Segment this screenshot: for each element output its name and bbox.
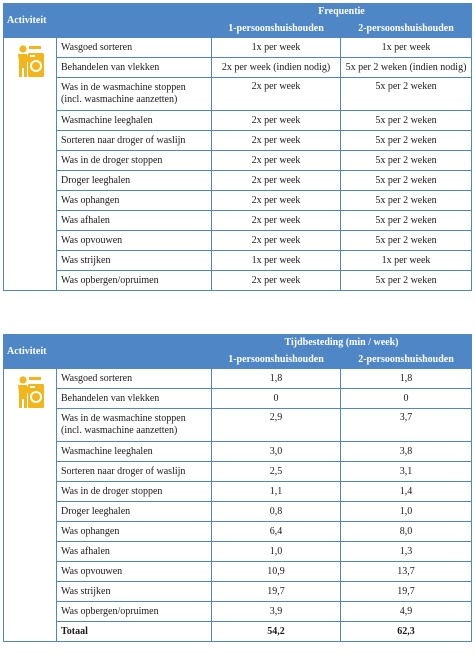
value-2-person: 1x per week — [341, 38, 472, 58]
activity-label: Wasmachine leeghalen — [57, 111, 212, 131]
activity-label: Was in de wasmachine stoppen (incl. wasmachine aanzetten) — [57, 409, 212, 442]
value-2-person: 5x per 2 weken — [341, 191, 472, 211]
activity-label: Was afhalen — [57, 211, 212, 231]
value-1-person: 2x per week — [212, 111, 341, 131]
activity-label: Wasgoed sorteren — [57, 369, 212, 389]
value-1-person: 2x per week (indien nodig) — [212, 58, 341, 78]
value-1-person: 6,4 — [212, 522, 341, 542]
table-row — [4, 171, 472, 191]
table-row — [4, 251, 472, 271]
activity-label: Was strijken — [57, 582, 212, 602]
value-1-person: 3,9 — [212, 602, 341, 622]
activity-label: Was opvouwen — [57, 562, 212, 582]
col2-header: 2-persoonshuishouden — [341, 20, 472, 38]
table-row — [4, 482, 472, 502]
activity-label: Behandelen van vlekken — [57, 58, 212, 78]
table-row — [4, 271, 472, 291]
activity-header: Activiteit — [4, 4, 57, 38]
table-row — [4, 131, 472, 151]
activity-label: Behandelen van vlekken — [57, 389, 212, 409]
group-header: Tijdbesteding (min / week) — [212, 335, 472, 351]
table-row — [4, 502, 472, 522]
activity-label: Was opbergen/opruimen — [57, 602, 212, 622]
value-2-person: 1,3 — [341, 542, 472, 562]
table-row — [4, 151, 472, 171]
value-2-person: 13,7 — [341, 562, 472, 582]
value-2-person: 5x per 2 weken — [341, 231, 472, 251]
activity-label: Was in de droger stoppen — [57, 151, 212, 171]
value-2-person: 4,9 — [341, 602, 472, 622]
activity-label: Droger leeghalen — [57, 171, 212, 191]
col1-header: 1-persoonshuishouden — [212, 20, 341, 38]
time-spent-table — [3, 334, 472, 642]
value-1-person: 2,5 — [212, 462, 341, 482]
col1-header: 1-persoonshuishouden — [212, 351, 341, 369]
activity-label: Totaal — [57, 622, 212, 642]
table-row — [4, 231, 472, 251]
activity-label: Sorteren naar droger of waslijn — [57, 131, 212, 151]
total-row — [4, 622, 472, 642]
value-1-person: 1x per week — [212, 38, 341, 58]
blank-header — [57, 4, 212, 20]
table-row — [4, 211, 472, 231]
blank-header — [57, 351, 212, 369]
value-1-person: 2,9 — [212, 409, 341, 442]
table-row — [4, 191, 472, 211]
value-2-person: 1,4 — [341, 482, 472, 502]
activity-label: Was ophangen — [57, 522, 212, 542]
table-row — [4, 522, 472, 542]
frequency-table — [3, 3, 472, 291]
value-1-person: 54,2 — [212, 622, 341, 642]
table-row — [4, 369, 472, 389]
laundry-person-icon — [14, 375, 46, 409]
value-1-person: 19,7 — [212, 582, 341, 602]
icon-cell — [4, 369, 57, 642]
activity-label: Wasmachine leeghalen — [57, 442, 212, 462]
value-1-person: 1,0 — [212, 542, 341, 562]
table-row — [4, 542, 472, 562]
value-2-person: 62,3 — [341, 622, 472, 642]
value-2-person: 3,8 — [341, 442, 472, 462]
value-1-person: 2x per week — [212, 131, 341, 151]
activity-label: Was in de droger stoppen — [57, 482, 212, 502]
value-2-person: 5x per 2 weken — [341, 271, 472, 291]
value-2-person: 8,0 — [341, 522, 472, 542]
table-row — [4, 442, 472, 462]
value-2-person: 5x per 2 weken — [341, 171, 472, 191]
table-row — [4, 389, 472, 409]
table-row — [4, 111, 472, 131]
activity-label: Droger leeghalen — [57, 502, 212, 522]
table-body — [4, 38, 472, 291]
value-1-person: 0,8 — [212, 502, 341, 522]
value-2-person: 1,0 — [341, 502, 472, 522]
value-1-person: 2x per week — [212, 191, 341, 211]
activity-label: Sorteren naar droger of waslijn — [57, 462, 212, 482]
activity-header: Activiteit — [4, 335, 57, 369]
table-row — [4, 38, 472, 58]
value-1-person: 1,8 — [212, 369, 341, 389]
value-1-person: 2x per week — [212, 271, 341, 291]
value-2-person: 3,1 — [341, 462, 472, 482]
table-row — [4, 562, 472, 582]
icon-cell — [4, 38, 57, 291]
activity-label: Was afhalen — [57, 542, 212, 562]
value-1-person: 2x per week — [212, 151, 341, 171]
table-row — [4, 409, 472, 442]
blank-header — [57, 20, 212, 38]
value-1-person: 2x per week — [212, 171, 341, 191]
value-2-person: 1,8 — [341, 369, 472, 389]
table-row — [4, 78, 472, 111]
laundry-person-icon — [14, 44, 46, 78]
value-1-person: 2x per week — [212, 211, 341, 231]
value-2-person: 3,7 — [341, 409, 472, 442]
value-1-person: 10,9 — [212, 562, 341, 582]
value-1-person: 1,1 — [212, 482, 341, 502]
group-header: Frequentie — [212, 4, 472, 20]
table-body — [4, 369, 472, 642]
value-2-person: 0 — [341, 389, 472, 409]
value-2-person: 5x per 2 weken (indien nodig) — [341, 58, 472, 78]
value-2-person: 5x per 2 weken — [341, 111, 472, 131]
value-2-person: 5x per 2 weken — [341, 131, 472, 151]
activity-label: Was opbergen/opruimen — [57, 271, 212, 291]
table-row — [4, 462, 472, 482]
value-2-person: 1x per week — [341, 251, 472, 271]
activity-label: Wasgoed sorteren — [57, 38, 212, 58]
value-1-person: 2x per week — [212, 231, 341, 251]
table-row — [4, 58, 472, 78]
value-2-person: 19,7 — [341, 582, 472, 602]
value-1-person: 0 — [212, 389, 341, 409]
table-row — [4, 582, 472, 602]
col2-header: 2-persoonshuishouden — [341, 351, 472, 369]
activity-label: Was in de wasmachine stoppen (incl. wasmachine aanzetten) — [57, 78, 212, 111]
activity-label: Was ophangen — [57, 191, 212, 211]
value-2-person: 5x per 2 weken — [341, 151, 472, 171]
activity-label: Was strijken — [57, 251, 212, 271]
value-1-person: 1x per week — [212, 251, 341, 271]
value-2-person: 5x per 2 weken — [341, 211, 472, 231]
table-row — [4, 602, 472, 622]
value-1-person: 3,0 — [212, 442, 341, 462]
value-1-person: 2x per week — [212, 78, 341, 111]
blank-header — [57, 335, 212, 351]
value-2-person: 5x per 2 weken — [341, 78, 472, 111]
activity-label: Was opvouwen — [57, 231, 212, 251]
